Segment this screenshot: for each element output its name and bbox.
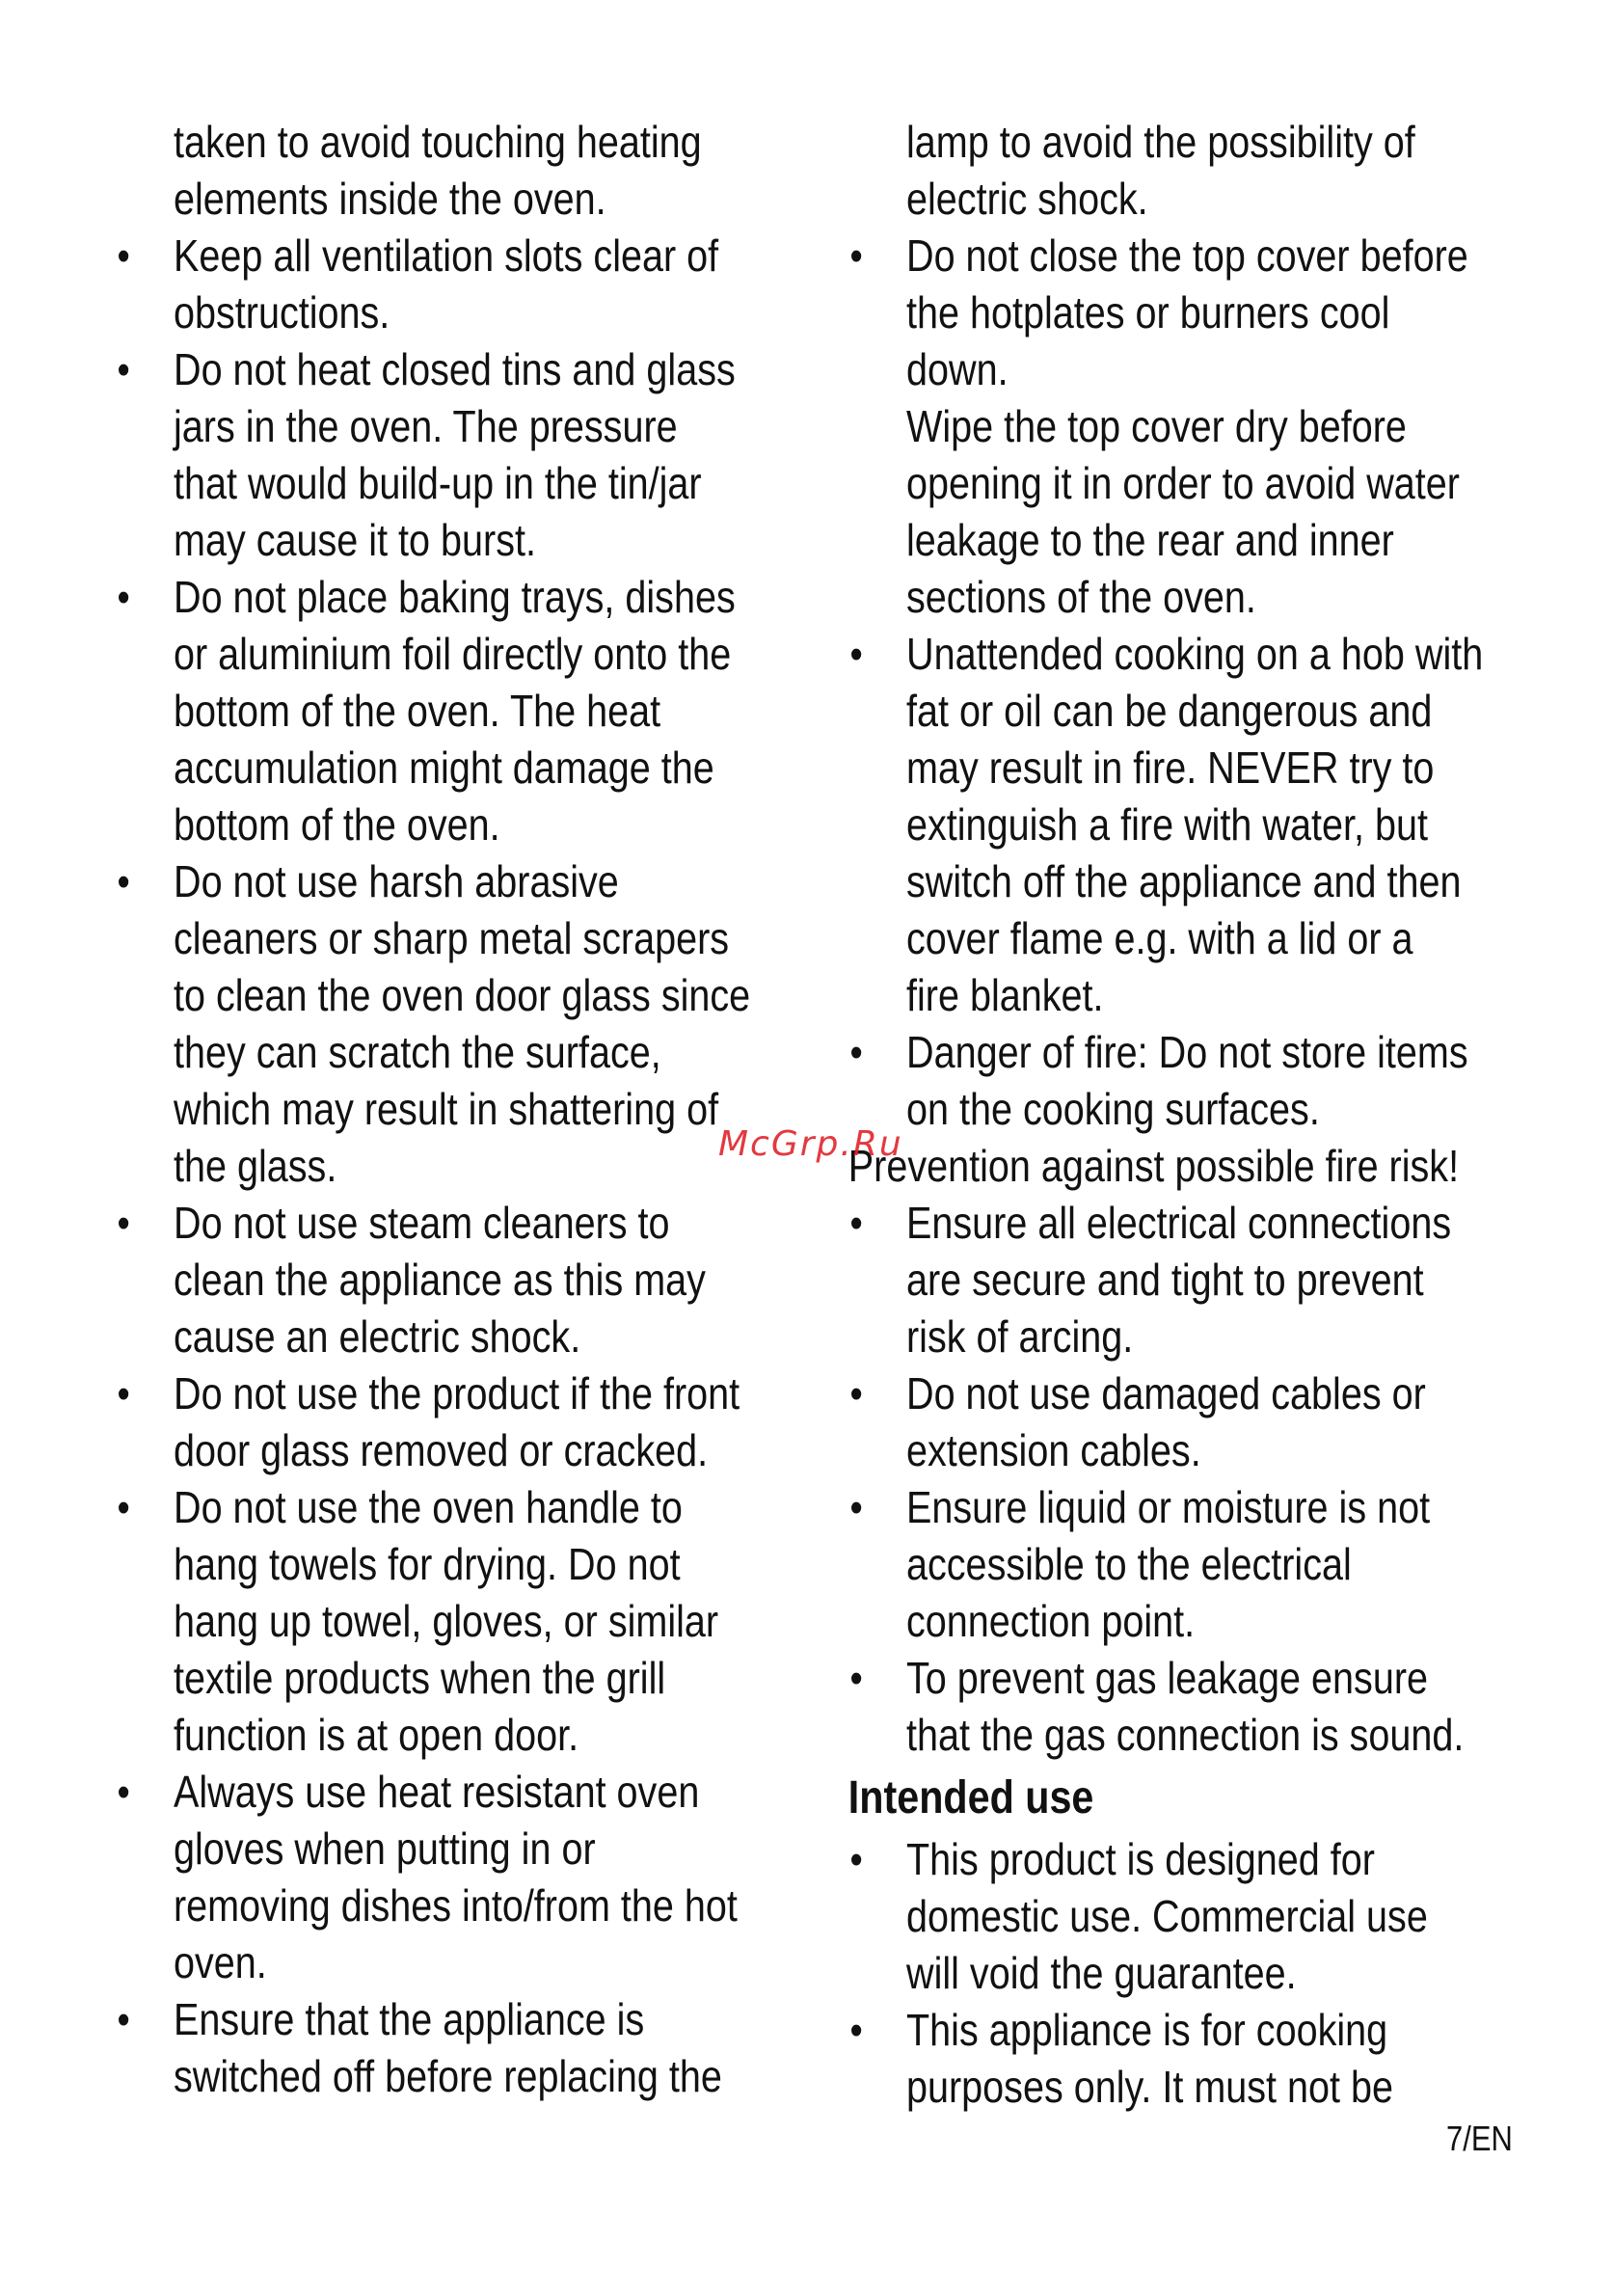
bullet-icon: • xyxy=(849,1200,863,1247)
bullet-front-door-glass xyxy=(117,1365,770,1479)
bullet-danger-of-fire xyxy=(849,1024,1503,1138)
intended-use-heading: Intended use xyxy=(847,1772,1094,1823)
text-line: textile products when the grill xyxy=(174,1653,666,1703)
text-line: obstructions. xyxy=(174,287,390,338)
text-line: cleaners or sharp metal scrapers xyxy=(174,913,730,963)
bullet-icon: • xyxy=(849,1029,863,1076)
text-line: connection point. xyxy=(906,1596,1196,1646)
page-number: 7/EN xyxy=(1446,2119,1513,2158)
bullet-icon: • xyxy=(117,1370,130,1418)
text-line: hang towels for drying. Do not xyxy=(174,1539,681,1589)
bullet-icon: • xyxy=(849,232,863,280)
bullet-icon: • xyxy=(117,346,130,393)
text-line: Prevention against possible fire risk! xyxy=(847,1141,1460,1191)
text-line: switched off before replacing the xyxy=(174,2051,722,2101)
text-line: accumulation might damage the xyxy=(174,743,714,793)
text-line: switch off the appliance and then xyxy=(906,856,1462,906)
text-line: may result in fire. NEVER try to xyxy=(906,743,1435,793)
text-line: accessible to the electrical xyxy=(906,1539,1352,1589)
bullet-icon: • xyxy=(849,2007,863,2054)
text-line: gloves when putting in or xyxy=(174,1823,596,1874)
bullet-electrical-connections xyxy=(849,1195,1503,1365)
bullet-icon: • xyxy=(849,1655,863,1702)
text-line: Do not use harsh abrasive xyxy=(174,856,619,906)
text-line: risk of arcing. xyxy=(906,1311,1134,1362)
text-line: will void the guarantee. xyxy=(906,1948,1297,1998)
bullet-icon: • xyxy=(117,858,130,905)
text-line: electric shock. xyxy=(906,174,1148,224)
bullet-top-cover xyxy=(849,228,1503,626)
text-line: Unattended cooking on a hob with xyxy=(906,629,1484,679)
text-line: the hotplates or burners cool xyxy=(906,287,1390,338)
text-line: Do not place baking trays, dishes xyxy=(174,572,736,622)
bullet-liquid-moisture xyxy=(849,1479,1503,1650)
text-line: Do not use the oven handle to xyxy=(174,1482,683,1532)
text-line: door glass removed or cracked. xyxy=(174,1425,709,1475)
text-line: sections of the oven. xyxy=(906,572,1256,622)
text-line: Do not close the top cover before xyxy=(906,230,1468,281)
bullet-icon: • xyxy=(849,1484,863,1531)
bullet-ventilation xyxy=(117,228,770,341)
bullet-icon: • xyxy=(849,1836,863,1883)
bullet-oven-handle xyxy=(117,1479,770,1764)
bullet-damaged-cables xyxy=(849,1365,1503,1479)
text-line: function is at open door. xyxy=(174,1710,579,1760)
text-line: Ensure liquid or moisture is not xyxy=(906,1482,1431,1532)
text-line: lamp to avoid the possibility of xyxy=(906,117,1415,167)
text-line: Always use heat resistant oven xyxy=(174,1767,700,1817)
text-line: Do not use damaged cables or xyxy=(906,1368,1426,1418)
bullet-cooking-purposes xyxy=(849,2002,1503,2116)
text-line: taken to avoid touching heating xyxy=(174,117,702,167)
bullet-baking-trays xyxy=(117,569,770,853)
text-line: fat or oil can be dangerous and xyxy=(906,686,1433,736)
text-line: Do not use the product if the front xyxy=(174,1368,740,1418)
text-line: cause an electric shock. xyxy=(174,1311,581,1362)
text-line: This appliance is for cooking xyxy=(906,2005,1388,2055)
text-line: This product is designed for xyxy=(906,1834,1375,1884)
text-line: the glass. xyxy=(174,1141,337,1191)
left-continuation-text xyxy=(174,114,770,228)
text-line: bottom of the oven. The heat xyxy=(174,686,661,736)
text-line: Do not use steam cleaners to xyxy=(174,1198,670,1248)
text-line: opening it in order to avoid water xyxy=(906,458,1460,508)
bullet-icon: • xyxy=(117,574,130,621)
left-column xyxy=(117,114,770,2105)
text-line: extension cables. xyxy=(906,1425,1201,1475)
bullet-icon: • xyxy=(849,631,863,678)
text-line: Keep all ventilation slots clear of xyxy=(174,230,719,281)
text-line: or aluminium foil directly onto the xyxy=(174,629,732,679)
text-line: cover flame e.g. with a lid or a xyxy=(906,913,1413,963)
fire-risk-heading xyxy=(848,1138,1503,1195)
text-line: oven. xyxy=(174,1937,267,1987)
text-line: to clean the oven door glass since xyxy=(174,970,751,1020)
bullet-icon: • xyxy=(117,1769,130,1816)
text-line: fire blanket. xyxy=(906,970,1104,1020)
bullet-abrasive-cleaners xyxy=(117,853,770,1195)
text-line: extinguish a fire with water, but xyxy=(906,799,1428,850)
text-line: domestic use. Commercial use xyxy=(906,1891,1428,1941)
text-line: To prevent gas leakage ensure xyxy=(906,1653,1429,1703)
text-line: that would build-up in the tin/jar xyxy=(174,458,702,508)
text-line: which may result in shattering of xyxy=(174,1084,719,1134)
text-line: Ensure that the appliance is xyxy=(174,1994,645,2044)
text-line: hang up towel, gloves, or similar xyxy=(174,1596,719,1646)
text-line: may cause it to burst. xyxy=(174,515,536,565)
text-line: removing dishes into/from the hot xyxy=(174,1880,738,1931)
text-line: down. xyxy=(906,344,1009,394)
bullet-icon: • xyxy=(117,232,130,280)
text-line: purposes only. It must not be xyxy=(906,2062,1394,2112)
bullet-domestic-use xyxy=(849,1831,1503,2002)
bullet-switch-off-lamp xyxy=(117,1991,770,2105)
right-continuation-text xyxy=(906,114,1503,228)
bullet-icon: • xyxy=(117,1996,130,2043)
bullet-steam-cleaners xyxy=(117,1195,770,1365)
text-line: leakage to the rear and inner xyxy=(906,515,1394,565)
right-column xyxy=(847,114,1503,2116)
bullet-icon: • xyxy=(849,1370,863,1418)
text-line: Danger of fire: Do not store items xyxy=(906,1027,1468,1077)
bullet-icon: • xyxy=(117,1200,130,1247)
bullet-gas-leakage xyxy=(849,1650,1503,1764)
text-line: they can scratch the surface, xyxy=(174,1027,661,1077)
bullet-icon: • xyxy=(117,1484,130,1531)
text-line: Do not heat closed tins and glass xyxy=(174,344,736,394)
text-line: are secure and tight to prevent xyxy=(906,1255,1424,1305)
text-line: jars in the oven. The pressure xyxy=(174,401,678,451)
watermark-text: McGrp.Ru xyxy=(718,1124,903,1164)
text-line: Wipe the top cover dry before xyxy=(906,401,1407,451)
text-line: clean the appliance as this may xyxy=(174,1255,706,1305)
bullet-unattended-cooking xyxy=(849,626,1503,1024)
bullet-closed-tins xyxy=(117,341,770,569)
text-line: bottom of the oven. xyxy=(174,799,500,850)
text-line: that the gas connection is sound. xyxy=(906,1710,1465,1760)
text-line: elements inside the oven. xyxy=(174,174,606,224)
bullet-oven-gloves xyxy=(117,1764,770,1991)
text-line: Ensure all electrical connections xyxy=(906,1198,1452,1248)
text-line: on the cooking surfaces. xyxy=(906,1084,1320,1134)
